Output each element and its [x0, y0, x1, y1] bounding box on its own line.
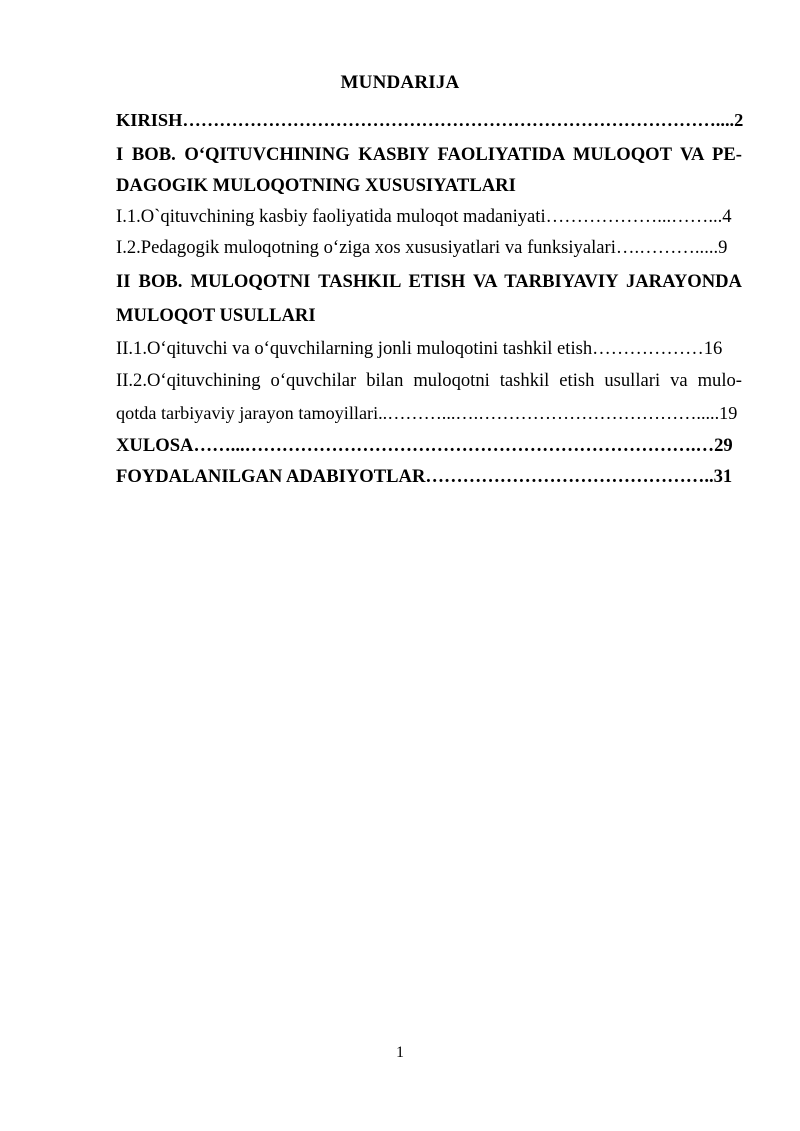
toc-entry-section-2-1: II.1.O‘qituvchi va o‘quvchilarning jonli muloqotini tashkil etish………………16 [116, 338, 723, 359]
toc-entry-section-1-1: I.1.O`qituvchining kasbiy faoliyatida muloqot madaniyati………………...……...4 [116, 206, 732, 227]
toc-entry-chapter1-line2: DAGOGIK MULOQOTNING XUSUSIYATLARI [116, 175, 516, 196]
toc-entry-section-2-2-line2: qotda tarbiyaviy jarayon tamoyillari..………...….……………………………….....19 [116, 403, 738, 423]
toc-entry-chapter2-line2: MULOQOT USULLARI [116, 305, 316, 326]
toc-entry-section-2-2-line1: II.2.O‘qituvchining o‘quvchilar bilan muloqotni tashkil etish usullari va mulo- [116, 370, 742, 391]
toc-entry-section-1-2: I.2.Pedagogik muloqotning o‘ziga xos xususiyatlari va funksiyalari….……….....9 [116, 237, 728, 258]
toc-entry-intro: KIRISH……………………………………………………………………………....2 [116, 110, 744, 130]
toc-entry-chapter1-line1: I BOB. O‘QITUVCHINING KASBIY FAOLIYATIDA MULOQOT VA PE- [116, 144, 742, 165]
toc-entry-references: FOYDALANILGAN ADABIYOTLAR………………………………………..31 [116, 466, 733, 487]
page-title: MUNDARIJA [340, 72, 460, 93]
toc-entry-chapter2-line1: II BOB. MULOQOTNI TASHKIL ETISH VA TARBIYAVIY JARAYONDA [116, 271, 742, 292]
page-number: 1 [396, 1044, 404, 1061]
toc-entry-conclusion: XULOSA……...……………………………………………………………….…29 [116, 435, 733, 456]
